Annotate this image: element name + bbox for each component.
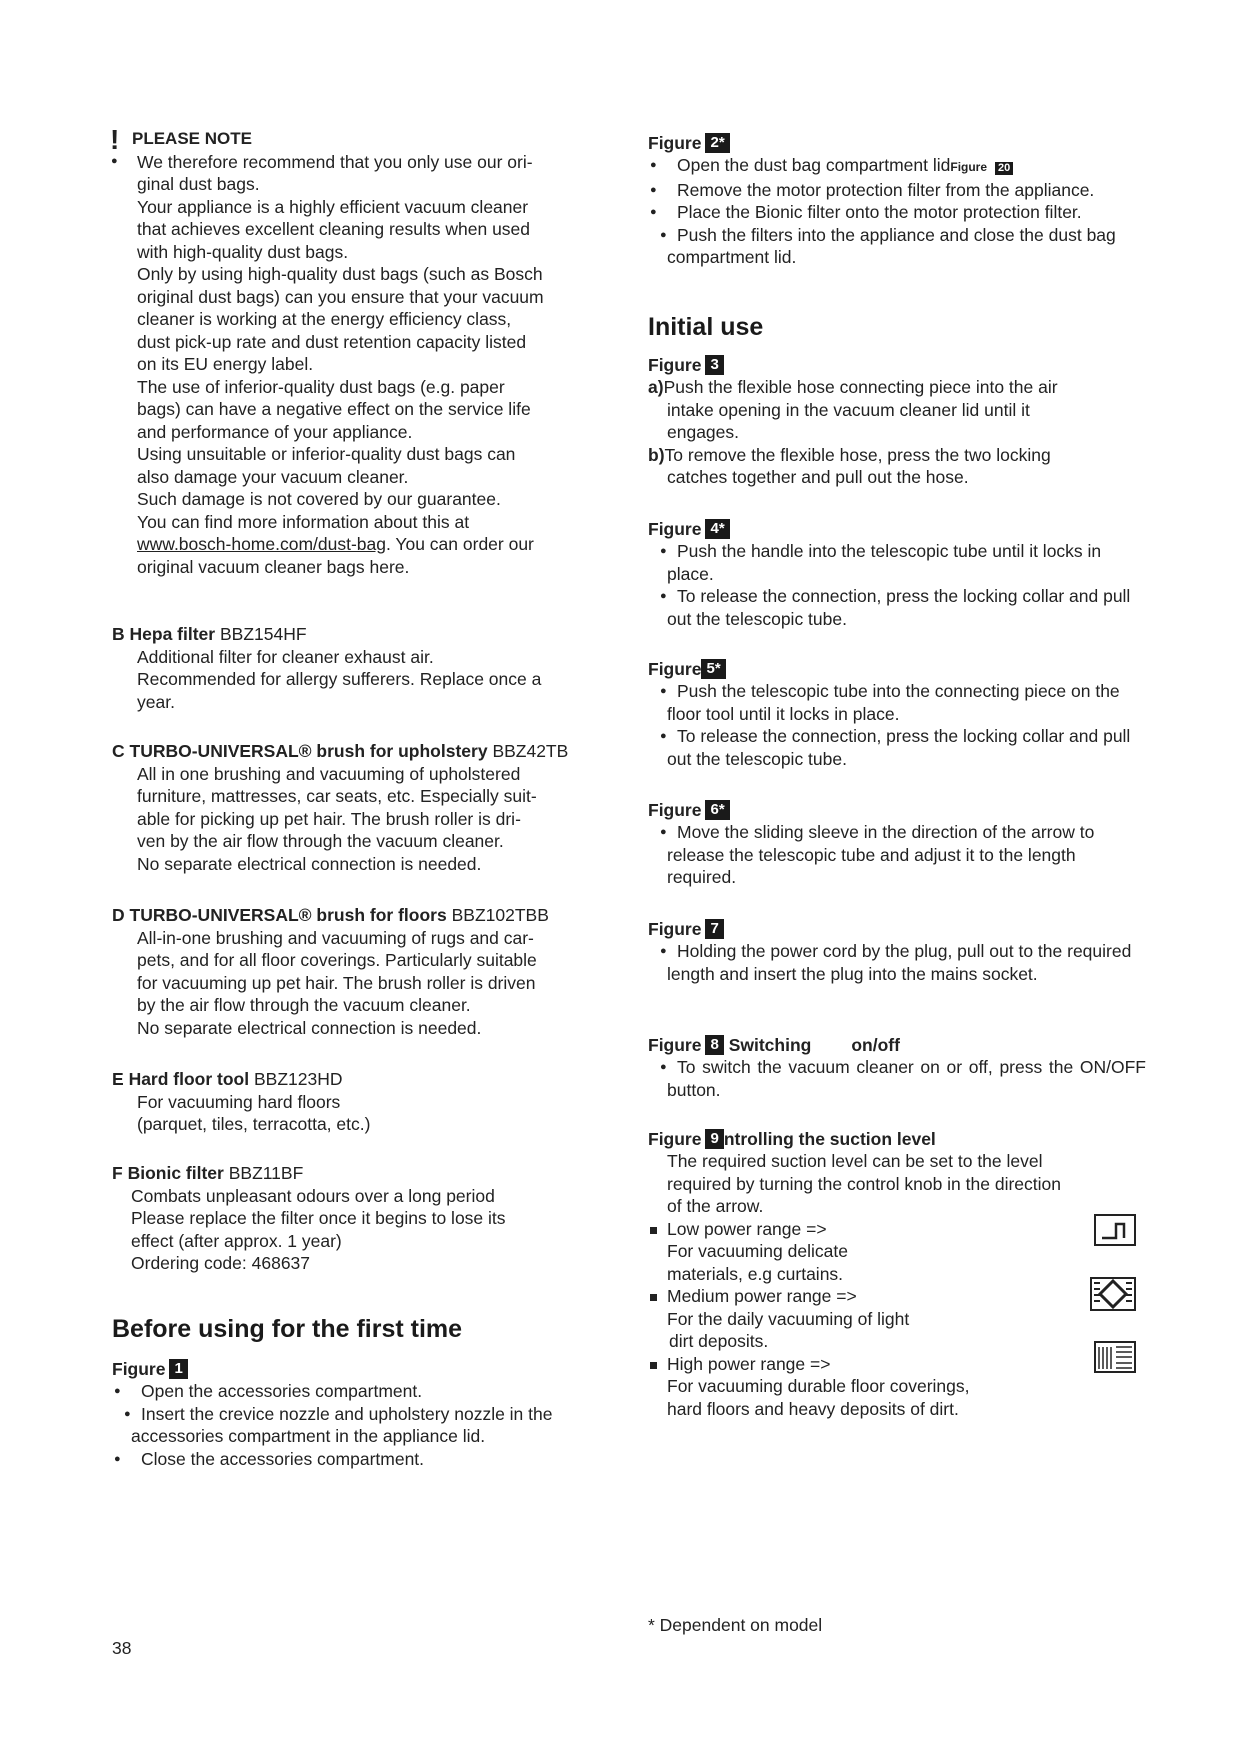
desc-line: All-in-one brushing and vacuuming of rugs and car- [137,927,534,948]
footnote: * Dependent on model [648,1615,823,1635]
accessory-e [112,1068,602,1136]
medium-power-icon [1090,1277,1136,1311]
note-line: Such damage is not covered by our guarantee. [137,489,501,509]
page-number: 38 [112,1638,132,1658]
step-line: catches together and pull out the hose. [667,467,969,487]
desc-line: No separate electrical connection is needed. [137,1017,482,1038]
desc-line: furniture, mattresses, car seats, etc. Especially suit- [137,786,537,806]
figure-badge: 7 [705,919,723,939]
range-desc: For vacuuming durable floor coverings, [667,1376,970,1396]
figure-2-section [648,132,1146,269]
figure-title: Switching [728,1035,812,1055]
accessory-d [112,904,602,1039]
accessory-name: Hepa filter [129,624,216,644]
note-line: Only by using high-quality dust bags (such as Bosch [137,264,543,284]
range-label: Low power range => [648,1218,1146,1241]
power-range-medium [648,1285,1146,1353]
accessory-name: TURBO-UNIVERSAL® brush for upholstery [129,741,488,761]
step-line: Push the flexible hose connecting piece into the air [663,377,1058,397]
list-item [648,154,1146,179]
note-line: original dust bags) can you ensure that your vacuum [137,286,544,307]
accessory-description [112,1091,602,1136]
figure-2-label [648,132,1146,154]
note-line: that achieves excellent cleaning results when used [137,219,531,239]
figure-3-label [648,354,1146,376]
note-line: original vacuum cleaner bags here. [137,556,410,577]
note-line: and performance of your appliance. [137,421,413,442]
accessory-code: BBZ42TB [492,741,569,761]
desc-line: for vacuuming up pet hair. The brush roller is driven [137,972,536,993]
figure-word: Figure [648,919,702,939]
list-item: ● Open the accessories compartment. [112,1380,602,1403]
step-b [648,444,1146,489]
list-item: ● Move the sliding sleeve in the direction of the arrow to release the telescopic tube and adjust it to the length required. [648,821,1146,889]
figure-badge: 2* [705,133,729,153]
figure-9-label [648,1128,1146,1150]
accessory-b [112,623,602,713]
before-first-use-section [112,1314,602,1470]
figure-3-section [648,354,1146,489]
low-power-icon [1094,1214,1136,1246]
range-desc: For the daily vacuuming of light [667,1308,910,1329]
step-a [648,376,1146,444]
intro-line: The required suction level can be set to the level [667,1151,1043,1171]
step-line: To remove the flexible hose, press the two locking [664,444,1051,465]
accessory-letter: C [112,741,125,761]
accessory-code: BBZ154HF [219,624,307,644]
section-heading: Initial use [648,313,764,341]
high-power-icon [1094,1341,1136,1373]
list-item: ● To switch the vacuum cleaner on or off, press the ON/OFF button. [648,1056,1146,1101]
dust-bag-link[interactable]: www.bosch-home.com/dust-bag [137,534,386,554]
list-item: ● Push the telescopic tube into the connecting piece on the floor tool until it locks in place. [648,680,1146,725]
figure-9-section [648,1128,1146,1420]
desc-line: (parquet, tiles, terracotta, etc.) [137,1114,371,1134]
figure-word: Figure [648,1035,702,1055]
note-line: We therefore recommend that you only use our ori- [137,151,533,172]
accessory-description [112,927,602,1040]
list-item: ● Close the accessories compartment. [112,1448,602,1471]
note-line: with high-quality dust bags. [137,241,349,262]
note-line: dust pick-up rate and dust retention capacity listed [137,331,527,352]
note-line: Using unsuitable or inferior-quality dust bags can [137,444,516,464]
figure-4-label [648,518,1146,540]
figure-7-section [648,918,1146,985]
accessory-letter: D [112,905,125,925]
accessory-description [112,646,602,714]
range-desc: dirt deposits. [669,1331,769,1351]
step-line: engages. [667,422,740,442]
accessory-name: Hard floor tool [128,1069,250,1089]
note-line: ginal dust bags. [137,174,260,194]
figure-5-label [648,658,1146,680]
note-line: bags) can have a negative effect on the service life [137,399,531,419]
accessory-code: BBZ123HD [253,1069,343,1089]
bullet-icon: ● [111,155,118,167]
desc-line: No separate electrical connection is needed. [137,853,482,874]
desc-line: Ordering code: 468637 [131,1253,311,1273]
desc-line: pets, and for all floor coverings. Particularly suitable [137,950,537,970]
warning-icon: ! [110,124,120,155]
figure-title: ntrolling the suction level [723,1129,936,1149]
power-range-low [648,1218,1146,1286]
list-item: ● Insert the crevice nozzle and upholstery nozzle in the accessories compartment in the appliance lid. [112,1403,602,1448]
please-note-heading: PLEASE NOTE [132,129,252,148]
list-item: ● Push the filters into the appliance and close the dust bag compartment lid. [648,224,1146,269]
range-label: Medium power range => [648,1285,1146,1308]
figure-badge: 20 [995,162,1013,175]
figure-8-section [648,1034,1146,1101]
power-range-high [648,1353,1146,1421]
figure-4-section [648,518,1146,630]
figure-word: Figure [950,160,988,174]
desc-line: ven by the air flow through the vacuum cleaner. [137,831,504,851]
step-line: intake opening in the vacuum cleaner lid until it [667,399,1030,420]
range-desc: For vacuuming delicate [667,1241,848,1261]
accessory-f [112,1162,602,1275]
figure-badge: 8 [705,1035,723,1055]
figure-word: Figure [648,1129,702,1149]
desc-line: Combats unpleasant odours over a long period [131,1185,495,1206]
accessory-letter: B [112,624,125,644]
desc-line: Additional filter for cleaner exhaust air. [137,646,434,667]
desc-line: Recommended for allergy sufferers. Replace once a [137,669,542,689]
accessory-code: BBZ102TBB [451,905,549,925]
list-item: ● To release the connection, press the locking collar and pull out the telescopic tube. [648,585,1146,630]
initial-use-section [648,312,1146,342]
accessory-letter: E [112,1069,124,1089]
figure-badge: 3 [705,355,723,375]
figure-word: Figure [112,1359,166,1379]
figure-6-section [648,799,1146,889]
desc-line: All in one brushing and vacuuming of upholstered [137,763,521,784]
figure-1-label [112,1358,602,1380]
figure-8-label [648,1034,1146,1056]
desc-line: year. [137,691,175,712]
figure-badge: 9 [705,1129,723,1149]
section-heading: Before using for the first time [112,1315,463,1343]
range-label: High power range => [648,1353,1146,1376]
note-line: You can find more information about this at [137,511,470,532]
figure-badge: 5* [701,659,725,679]
accessory-description [112,763,602,876]
figure-badge: 1 [169,1359,187,1379]
accessory-name: Bionic filter [127,1163,224,1183]
list-item-text: Open the dust bag compartment lid [677,155,951,175]
figure-7-label [648,918,1146,940]
please-note-section [110,124,602,578]
range-desc: materials, e.g curtains. [667,1263,844,1284]
accessory-code: BBZ11BF [228,1163,304,1183]
figure-word: Figure [648,519,702,539]
accessory-c [112,740,602,875]
please-note-body [112,151,602,579]
desc-line: For vacuuming hard floors [137,1091,341,1112]
desc-line: by the air flow through the vacuum cleaner. [137,995,471,1015]
note-line: The use of inferior-quality dust bags (e.g. paper [137,376,505,397]
accessory-letter: F [112,1163,123,1183]
step-marker: a) [648,377,664,397]
intro-line: of the arrow. [667,1196,764,1216]
note-link-suffix: . You can order our [386,534,534,554]
figure-word: Figure [648,133,702,153]
suction-intro [648,1150,1146,1218]
list-item: ● Push the handle into the telescopic tube until it locks in place. [648,540,1146,585]
list-item: ● Place the Bionic filter onto the motor protection filter. [648,201,1146,224]
list-item: ● Holding the power cord by the plug, pull out to the required length and insert the plug into the mains socket. [648,940,1146,985]
figure-5-section [648,658,1146,770]
list-item: ● Remove the motor protection filter from the appliance. [648,179,1146,202]
note-line: also damage your vacuum cleaner. [137,466,409,487]
note-line: on its EU energy label. [137,354,314,374]
figure-word: Figure [648,800,702,820]
accessory-description [112,1185,602,1275]
figure-title: on/off [851,1035,900,1055]
range-desc: hard floors and heavy deposits of dirt. [667,1398,959,1419]
desc-line: able for picking up pet hair. The brush roller is dri- [137,808,521,829]
desc-line: effect (after approx. 1 year) [131,1230,342,1251]
figure-word: Figure [648,355,702,375]
list-item: ● To release the connection, press the locking collar and pull out the telescopic tube. [648,725,1146,770]
intro-line: required by turning the control knob in the direction [667,1173,1061,1194]
desc-line: Please replace the filter once it begins to lose its [131,1208,506,1228]
step-marker: b) [648,444,665,465]
figure-badge: 4* [705,519,729,539]
note-link-line [137,533,602,556]
figure-6-label [648,799,1146,821]
figure-word: Figure [648,659,702,679]
figure-badge: 6* [705,800,729,820]
accessory-name: TURBO-UNIVERSAL® brush for floors [129,905,447,925]
note-line: cleaner is working at the energy efficiency class, [137,309,512,329]
note-line: Your appliance is a highly efficient vacuum cleaner [137,196,529,217]
